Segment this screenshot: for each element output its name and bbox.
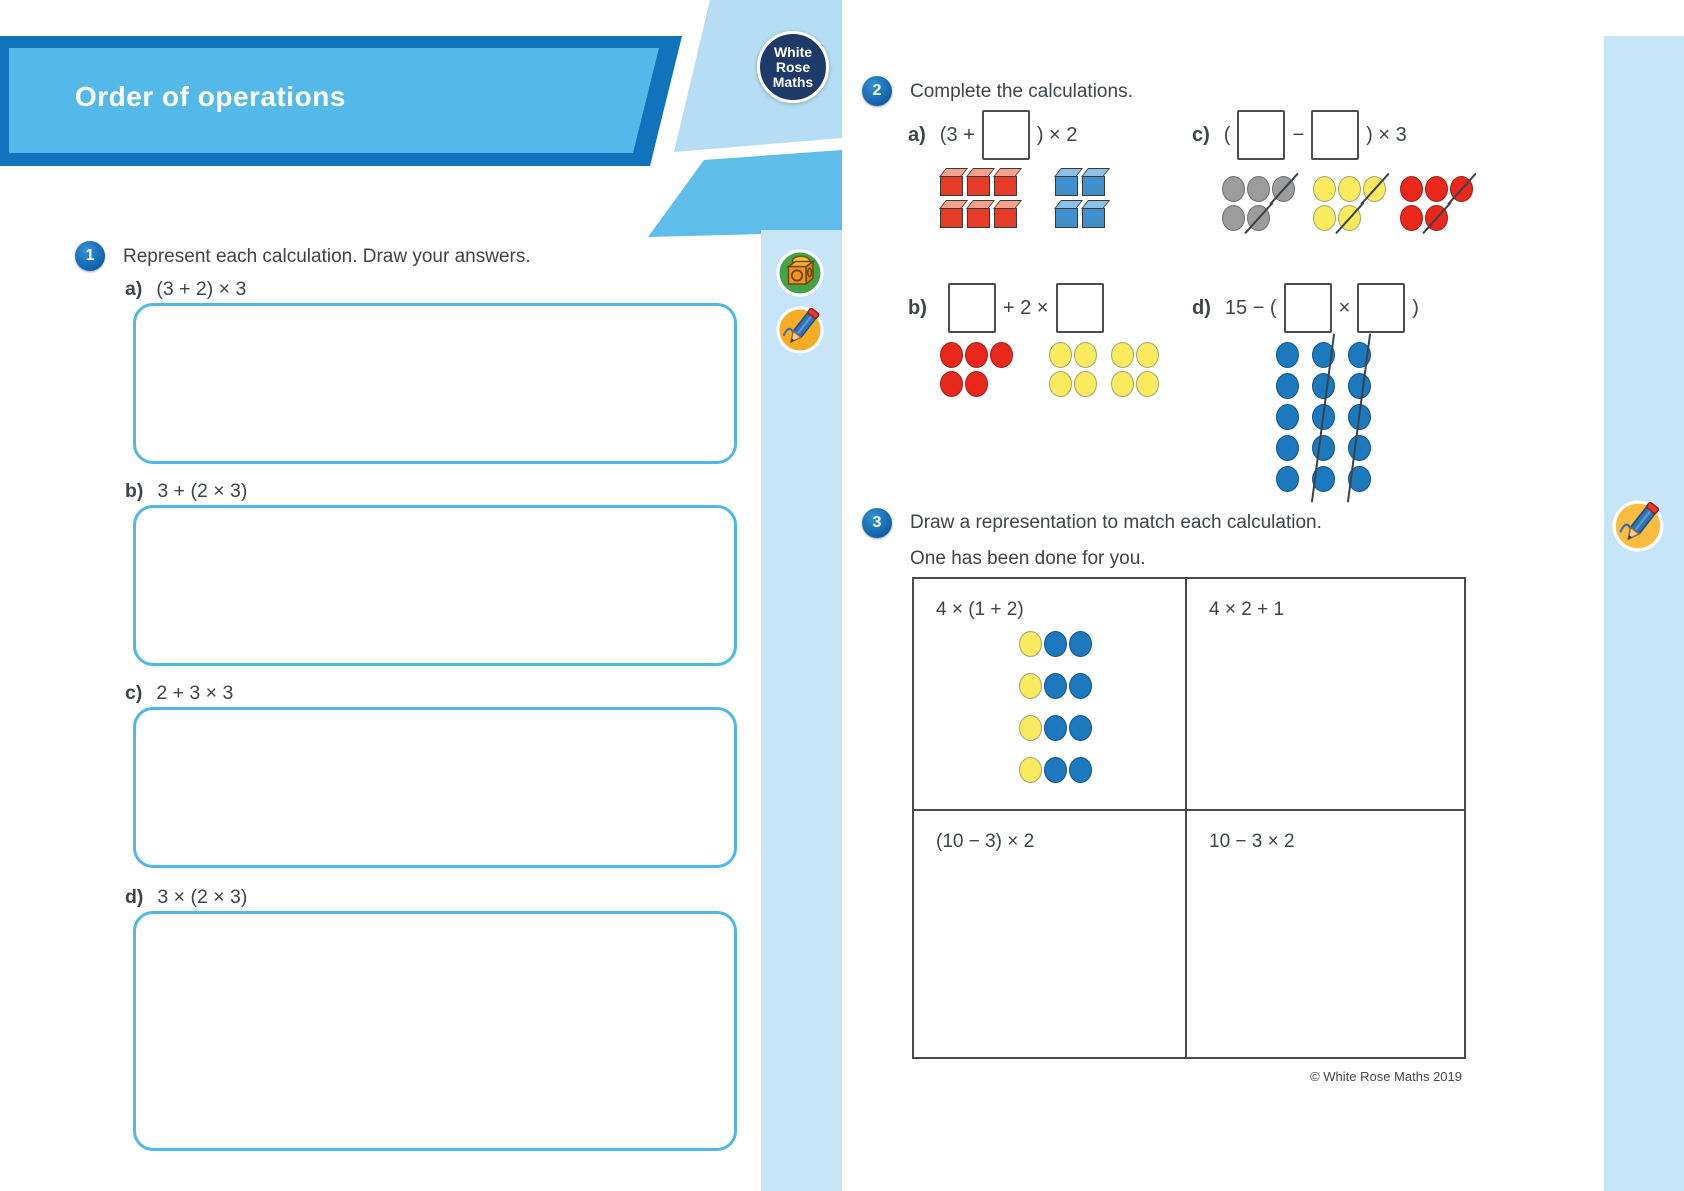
corner-decoration-swoosh	[642, 148, 842, 238]
answer-box[interactable]	[982, 110, 1030, 160]
grey-counter	[1247, 205, 1270, 231]
equation-text: )	[1412, 296, 1419, 319]
answer-box[interactable]	[1311, 110, 1359, 160]
red-cube	[967, 208, 990, 228]
blue-counter	[1044, 631, 1067, 657]
grey-counter	[1247, 176, 1270, 202]
expression: 4 × (1 + 2)	[936, 599, 1024, 620]
logo-line: White	[773, 43, 813, 60]
drawing-box-c[interactable]	[133, 707, 737, 868]
q3-table	[912, 577, 1466, 1059]
q3-cell-a[interactable]	[914, 579, 1187, 811]
q3-example-counters	[1019, 631, 1185, 786]
part-label: c)	[1192, 123, 1210, 146]
q2-part-d-equation	[1192, 283, 1419, 333]
question-1-badge: 1	[75, 241, 105, 271]
expression: 2 + 3 × 3	[156, 682, 234, 704]
red-cube	[994, 176, 1017, 196]
equation-text: (	[1223, 123, 1231, 146]
answer-box[interactable]	[1357, 283, 1405, 333]
yellow-counter-group	[1111, 342, 1159, 400]
blue-cube	[1055, 208, 1078, 228]
part-label: c)	[125, 682, 143, 704]
red-counter-group	[1400, 176, 1473, 234]
yellow-counter	[1111, 342, 1134, 368]
drawing-box-d[interactable]	[133, 911, 737, 1151]
q3-cell-d[interactable]	[1187, 811, 1464, 1057]
blue-cube	[1055, 176, 1078, 196]
equation-text: (3 +	[939, 123, 975, 146]
q1-part-a-heading	[125, 278, 246, 301]
part-label: d)	[125, 886, 144, 908]
yellow-counter	[1111, 371, 1134, 397]
yellow-counter	[1136, 342, 1159, 368]
grey-counter	[1272, 176, 1295, 202]
blue-counter	[1044, 757, 1067, 783]
grey-counter-group	[1222, 176, 1295, 234]
red-counter	[965, 342, 988, 368]
q3-cell-c[interactable]	[914, 811, 1187, 1057]
q1-part-b-heading	[125, 480, 247, 503]
equation-text: 15 − (	[1224, 296, 1277, 319]
white-rose-maths-logo	[757, 31, 829, 103]
q2-part-b-counters	[940, 342, 1159, 400]
yellow-counter	[1019, 715, 1042, 741]
multilink-cube-icon	[776, 249, 824, 302]
part-label: b)	[125, 480, 144, 502]
yellow-counter	[1338, 205, 1361, 231]
q2-part-a-equation	[908, 110, 1077, 160]
blue-counter	[1348, 435, 1371, 461]
answer-box[interactable]	[948, 283, 996, 333]
yellow-counter	[1313, 176, 1336, 202]
yellow-counter	[1074, 342, 1097, 368]
yellow-counter	[1074, 371, 1097, 397]
yellow-counter	[1313, 205, 1336, 231]
blue-counter	[1069, 673, 1092, 699]
red-counter	[940, 371, 963, 397]
grey-counter	[1222, 205, 1245, 231]
blue-counter	[1276, 404, 1299, 430]
blue-counter	[1348, 373, 1371, 399]
equation-text: ×	[1338, 296, 1351, 319]
answer-box[interactable]	[1056, 283, 1104, 333]
equation-text: + 2 ×	[1002, 296, 1049, 319]
expression: 10 − 3 × 2	[1209, 831, 1295, 852]
copyright-text: © White Rose Maths 2019	[1310, 1069, 1462, 1084]
yellow-counter	[1136, 371, 1159, 397]
expression: (10 − 3) × 2	[936, 831, 1035, 852]
blue-counter	[1069, 715, 1092, 741]
q2-part-b-equation	[908, 283, 1111, 333]
blue-counter	[1276, 342, 1299, 368]
question-2-prompt: Complete the calculations.	[910, 81, 1133, 102]
red-cube	[967, 176, 990, 196]
center-divider-strip	[761, 230, 842, 1191]
red-cube	[994, 208, 1017, 228]
part-label: a)	[908, 123, 926, 146]
red-cube	[940, 176, 963, 196]
blue-counter	[1276, 435, 1299, 461]
yellow-counter	[1049, 371, 1072, 397]
q2-part-a-cubes	[940, 168, 1105, 240]
part-label: a)	[125, 278, 143, 300]
expression: 3 × (2 × 3)	[157, 886, 248, 908]
blue-counter	[1312, 373, 1335, 399]
equation-text: −	[1292, 123, 1305, 146]
part-label: d)	[1192, 296, 1211, 319]
drawing-box-b[interactable]	[133, 505, 737, 666]
yellow-counter	[1019, 673, 1042, 699]
blue-counter	[1044, 673, 1067, 699]
expression: 3 + (2 × 3)	[157, 480, 248, 502]
yellow-counter	[1338, 176, 1361, 202]
red-counter	[990, 342, 1013, 368]
blue-counter	[1069, 631, 1092, 657]
grey-counter	[1222, 176, 1245, 202]
red-counter	[965, 371, 988, 397]
pencil-icon	[776, 306, 824, 359]
page-title: Order of operations	[75, 81, 346, 112]
red-counter	[1400, 205, 1423, 231]
expression: (3 + 2) × 3	[156, 278, 247, 300]
question-3-badge: 3	[862, 508, 892, 538]
blue-counter	[1276, 373, 1299, 399]
expression: 4 × 2 + 1	[1209, 599, 1285, 620]
blue-counter	[1276, 466, 1299, 492]
yellow-counter	[1049, 342, 1072, 368]
q2-part-c-equation	[1192, 110, 1407, 160]
answer-box[interactable]	[1237, 110, 1285, 160]
right-sidebar-strip	[1604, 36, 1684, 1191]
pencil-icon	[1612, 500, 1664, 557]
q3-cell-b[interactable]	[1187, 579, 1464, 811]
equation-text: ) × 3	[1366, 123, 1407, 146]
red-counter	[1425, 205, 1448, 231]
blue-counter	[1069, 757, 1092, 783]
q2-part-c-counters	[1222, 176, 1473, 234]
q1-part-d-heading	[125, 886, 247, 909]
question-2-badge: 2	[862, 76, 892, 106]
blue-counter	[1312, 435, 1335, 461]
yellow-counter-group	[1313, 176, 1386, 234]
blue-counter	[1044, 715, 1067, 741]
logo-line: Maths	[772, 73, 814, 90]
yellow-counter	[1019, 631, 1042, 657]
yellow-counter	[1363, 176, 1386, 202]
q1-part-c-heading	[125, 682, 233, 705]
red-counter	[940, 342, 963, 368]
yellow-counter	[1019, 757, 1042, 783]
equation-text: ) × 2	[1036, 123, 1078, 146]
part-label: b)	[908, 296, 927, 319]
blue-cube	[1082, 208, 1105, 228]
logo-line: Rose	[775, 58, 811, 75]
answer-box[interactable]	[1284, 283, 1332, 333]
red-counter	[1400, 176, 1423, 202]
red-counter	[1450, 176, 1473, 202]
drawing-box-a[interactable]	[133, 303, 737, 464]
question-3-prompt-line2: One has been done for you.	[910, 548, 1146, 569]
yellow-counter-group	[1049, 342, 1097, 400]
blue-cube	[1082, 176, 1105, 196]
red-counter	[1425, 176, 1448, 202]
question-1-prompt: Represent each calculation. Draw your answers.	[123, 246, 531, 267]
question-3-prompt: Draw a representation to match each calculation.	[910, 512, 1322, 533]
red-counter-group	[940, 342, 1013, 400]
q2-part-d-counters	[1276, 342, 1371, 492]
red-cube	[940, 208, 963, 228]
